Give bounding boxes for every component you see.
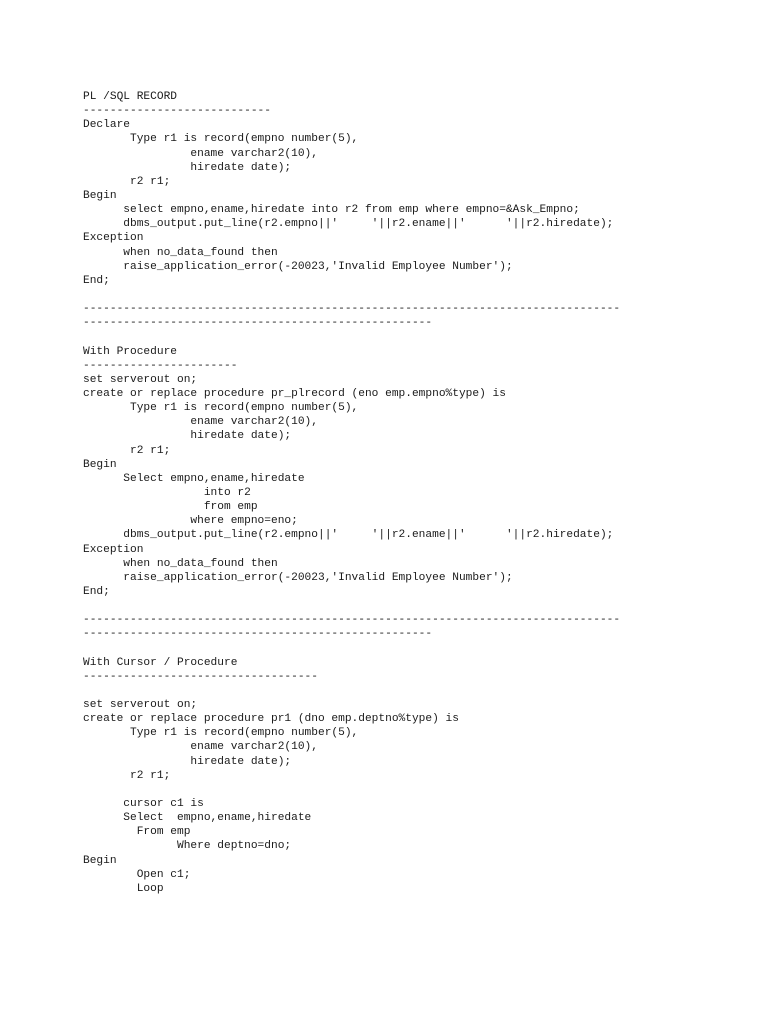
code-line: set serverout on; (83, 699, 198, 712)
code-line (83, 288, 620, 302)
code-line: dbms_output.put_line(r2.empno||' '||r2.ename||' '||r2.hiredate); (83, 529, 614, 542)
code-line: With Cursor / Procedure (83, 656, 238, 669)
code-line: Begin (83, 189, 117, 202)
code-line: Begin (83, 854, 117, 867)
code-line: From emp (83, 826, 191, 839)
code-line: ----------------------- (83, 359, 238, 372)
code-line: Select empno,ename,hiredate (83, 472, 305, 485)
code-line: Where deptno=dno; (83, 840, 292, 853)
code-line: where empno=eno; (83, 515, 298, 528)
code-line (83, 641, 620, 655)
code-line: r2 r1; (83, 175, 171, 188)
code-line: End; (83, 585, 110, 598)
code-line: -------------------------------------------------------------------------------- (83, 614, 621, 627)
code-line: Type r1 is record(empno number(5), (83, 133, 359, 146)
code-line: create or replace procedure pr_plrecord (eno emp.empno%type) is (83, 387, 506, 400)
code-line: cursor c1 is (83, 798, 204, 811)
code-line: r2 r1; (83, 769, 171, 782)
code-line: ---------------------------------------------------- (83, 317, 433, 330)
code-line (83, 330, 620, 344)
code-line: hiredate date); (83, 430, 292, 443)
code-line (83, 599, 620, 613)
code-line: Select empno,ename,hiredate (83, 812, 312, 825)
code-line (83, 783, 620, 797)
code-listing (83, 90, 620, 896)
code-line: With Procedure (83, 345, 177, 358)
code-line: hiredate date); (83, 161, 292, 174)
code-line: Open c1; (83, 868, 191, 881)
code-line: r2 r1; (83, 444, 171, 457)
code-line: hiredate date); (83, 755, 292, 768)
code-line: Exception (83, 543, 144, 556)
code-line: -------------------------------------------------------------------------------- (83, 303, 621, 316)
code-line: ename varchar2(10), (83, 147, 318, 160)
code-line: ename varchar2(10), (83, 416, 318, 429)
code-line: dbms_output.put_line(r2.empno||' '||r2.ename||' '||r2.hiredate); (83, 218, 614, 231)
code-line: End; (83, 274, 110, 287)
code-line: Begin (83, 458, 117, 471)
code-line: select empno,ename,hiredate into r2 from emp where empno=&Ask_Empno; (83, 204, 580, 217)
code-line: create or replace procedure pr1 (dno emp.deptno%type) is (83, 713, 459, 726)
code-line: ----------------------------------- (83, 670, 318, 683)
code-line (83, 684, 620, 698)
code-line: Type r1 is record(empno number(5), (83, 402, 359, 415)
code-line: into r2 (83, 486, 251, 499)
code-line: when no_data_found then (83, 557, 278, 570)
code-line: ---------------------------------------------------- (83, 628, 433, 641)
code-line: Exception (83, 232, 144, 245)
code-line: ename varchar2(10), (83, 741, 318, 754)
code-line: Loop (83, 882, 164, 895)
code-line: Declare (83, 119, 130, 132)
code-line: PL /SQL RECORD (83, 91, 177, 103)
code-line: from emp (83, 501, 258, 514)
code-line: ---------------------------- (83, 105, 271, 118)
code-line: Type r1 is record(empno number(5), (83, 727, 359, 740)
code-line: when no_data_found then (83, 246, 278, 259)
code-line: raise_application_error(-20023,'Invalid Employee Number'); (83, 571, 513, 584)
code-line: raise_application_error(-20023,'Invalid Employee Number'); (83, 260, 513, 273)
code-line: set serverout on; (83, 373, 198, 386)
